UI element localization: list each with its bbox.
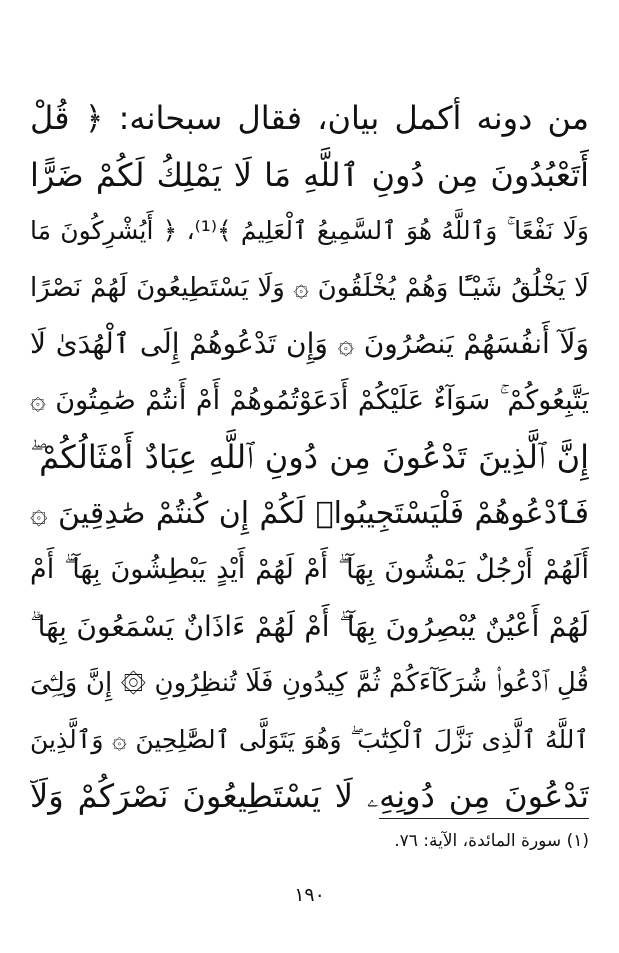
footnote: (١) سورة المائدة، الآية: ٧٦. xyxy=(394,831,589,851)
text-line: وَلَآ أَنفُسَهُمْ يَنصُرُونَ ۞ وَإِن تَدْعُوهُمْ إِلَى ٱلْهُدَىٰ لَا xyxy=(30,327,589,360)
text-line: ٱللَّهُ ٱلَّذِى نَزَّلَ ٱلْكِتَٰبَ ۖ وَهُوَ يَتَوَلَّى ٱلصَّٰلِحِينَ ۞ وَٱلَّذِينَ xyxy=(30,724,589,754)
page-number: ١٩٠ xyxy=(294,884,325,906)
text-line: إِنَّ ٱلَّذِينَ تَدْعُونَ مِن دُونِ ٱللَّهِ عِبَادٌ أَمْثَالُكُمْ ۖ xyxy=(30,438,589,476)
body-text xyxy=(30,90,589,825)
text-line: لَا يَخْلُقُ شَيْـًٔا وَهُمْ يُخْلَقُونَ ۞ وَلَا يَسْتَطِيعُونَ لَهُمْ نَصْرًا xyxy=(30,272,589,303)
text-line: تَدْعُونَ مِن دُونِهِۦ لَا يَسْتَطِيعُونَ نَصْرَكُمْ وَلَآ xyxy=(30,777,589,815)
text-line: قُلِ ٱدْعُوا۟ شُرَكَآءَكُمْ ثُمَّ كِيدُونِ فَلَا تُنظِرُونِ ۞ إِنَّ وَلِـِّۧىَ xyxy=(30,668,589,698)
footnote-divider xyxy=(379,818,589,819)
text-line: أَتَعْبُدُونَ مِن دُونِ ٱللَّهِ مَا لَا يَمْلِكُ لَكُمْ ضَرًّا xyxy=(30,155,589,194)
text-line: فَٱدْعُوهُمْ فَلْيَسْتَجِيبُوا۟ لَكُمْ إِن كُنتُمْ صَٰدِقِينَ ۞ xyxy=(30,495,589,531)
text-line: يَتَّبِعُوكُمْ ۚ سَوَآءٌ عَلَيْكُمْ أَدَعَوْتُمُوهُمْ أَمْ أَنتُمْ صَٰمِتُونَ ۞ xyxy=(30,384,589,416)
text-line: أَلَهُمْ أَرْجُلٌ يَمْشُونَ بِهَآ ۖ أَمْ لَهُمْ أَيْدٍ يَبْطِشُونَ بِهَآ ۖ أَمْ xyxy=(30,554,589,585)
text-line: لَهُمْ أَعْيُنٌ يُبْصِرُونَ بِهَآ ۖ أَمْ لَهُمْ ءَاذَانٌ يَسْمَعُونَ بِهَا ۗ xyxy=(30,609,589,643)
text-line: وَلَا نَفْعًا ۚ وَٱللَّهُ هُوَ ٱلسَّمِيعُ ٱلْعَلِيمُ ﴾⁽¹⁾، ﴿ أَيُشْرِكُونَ مَا xyxy=(30,216,589,245)
text-line: من دونه أكمل بيان، فقال سبحانه: ﴿ قُلْ xyxy=(30,99,589,137)
